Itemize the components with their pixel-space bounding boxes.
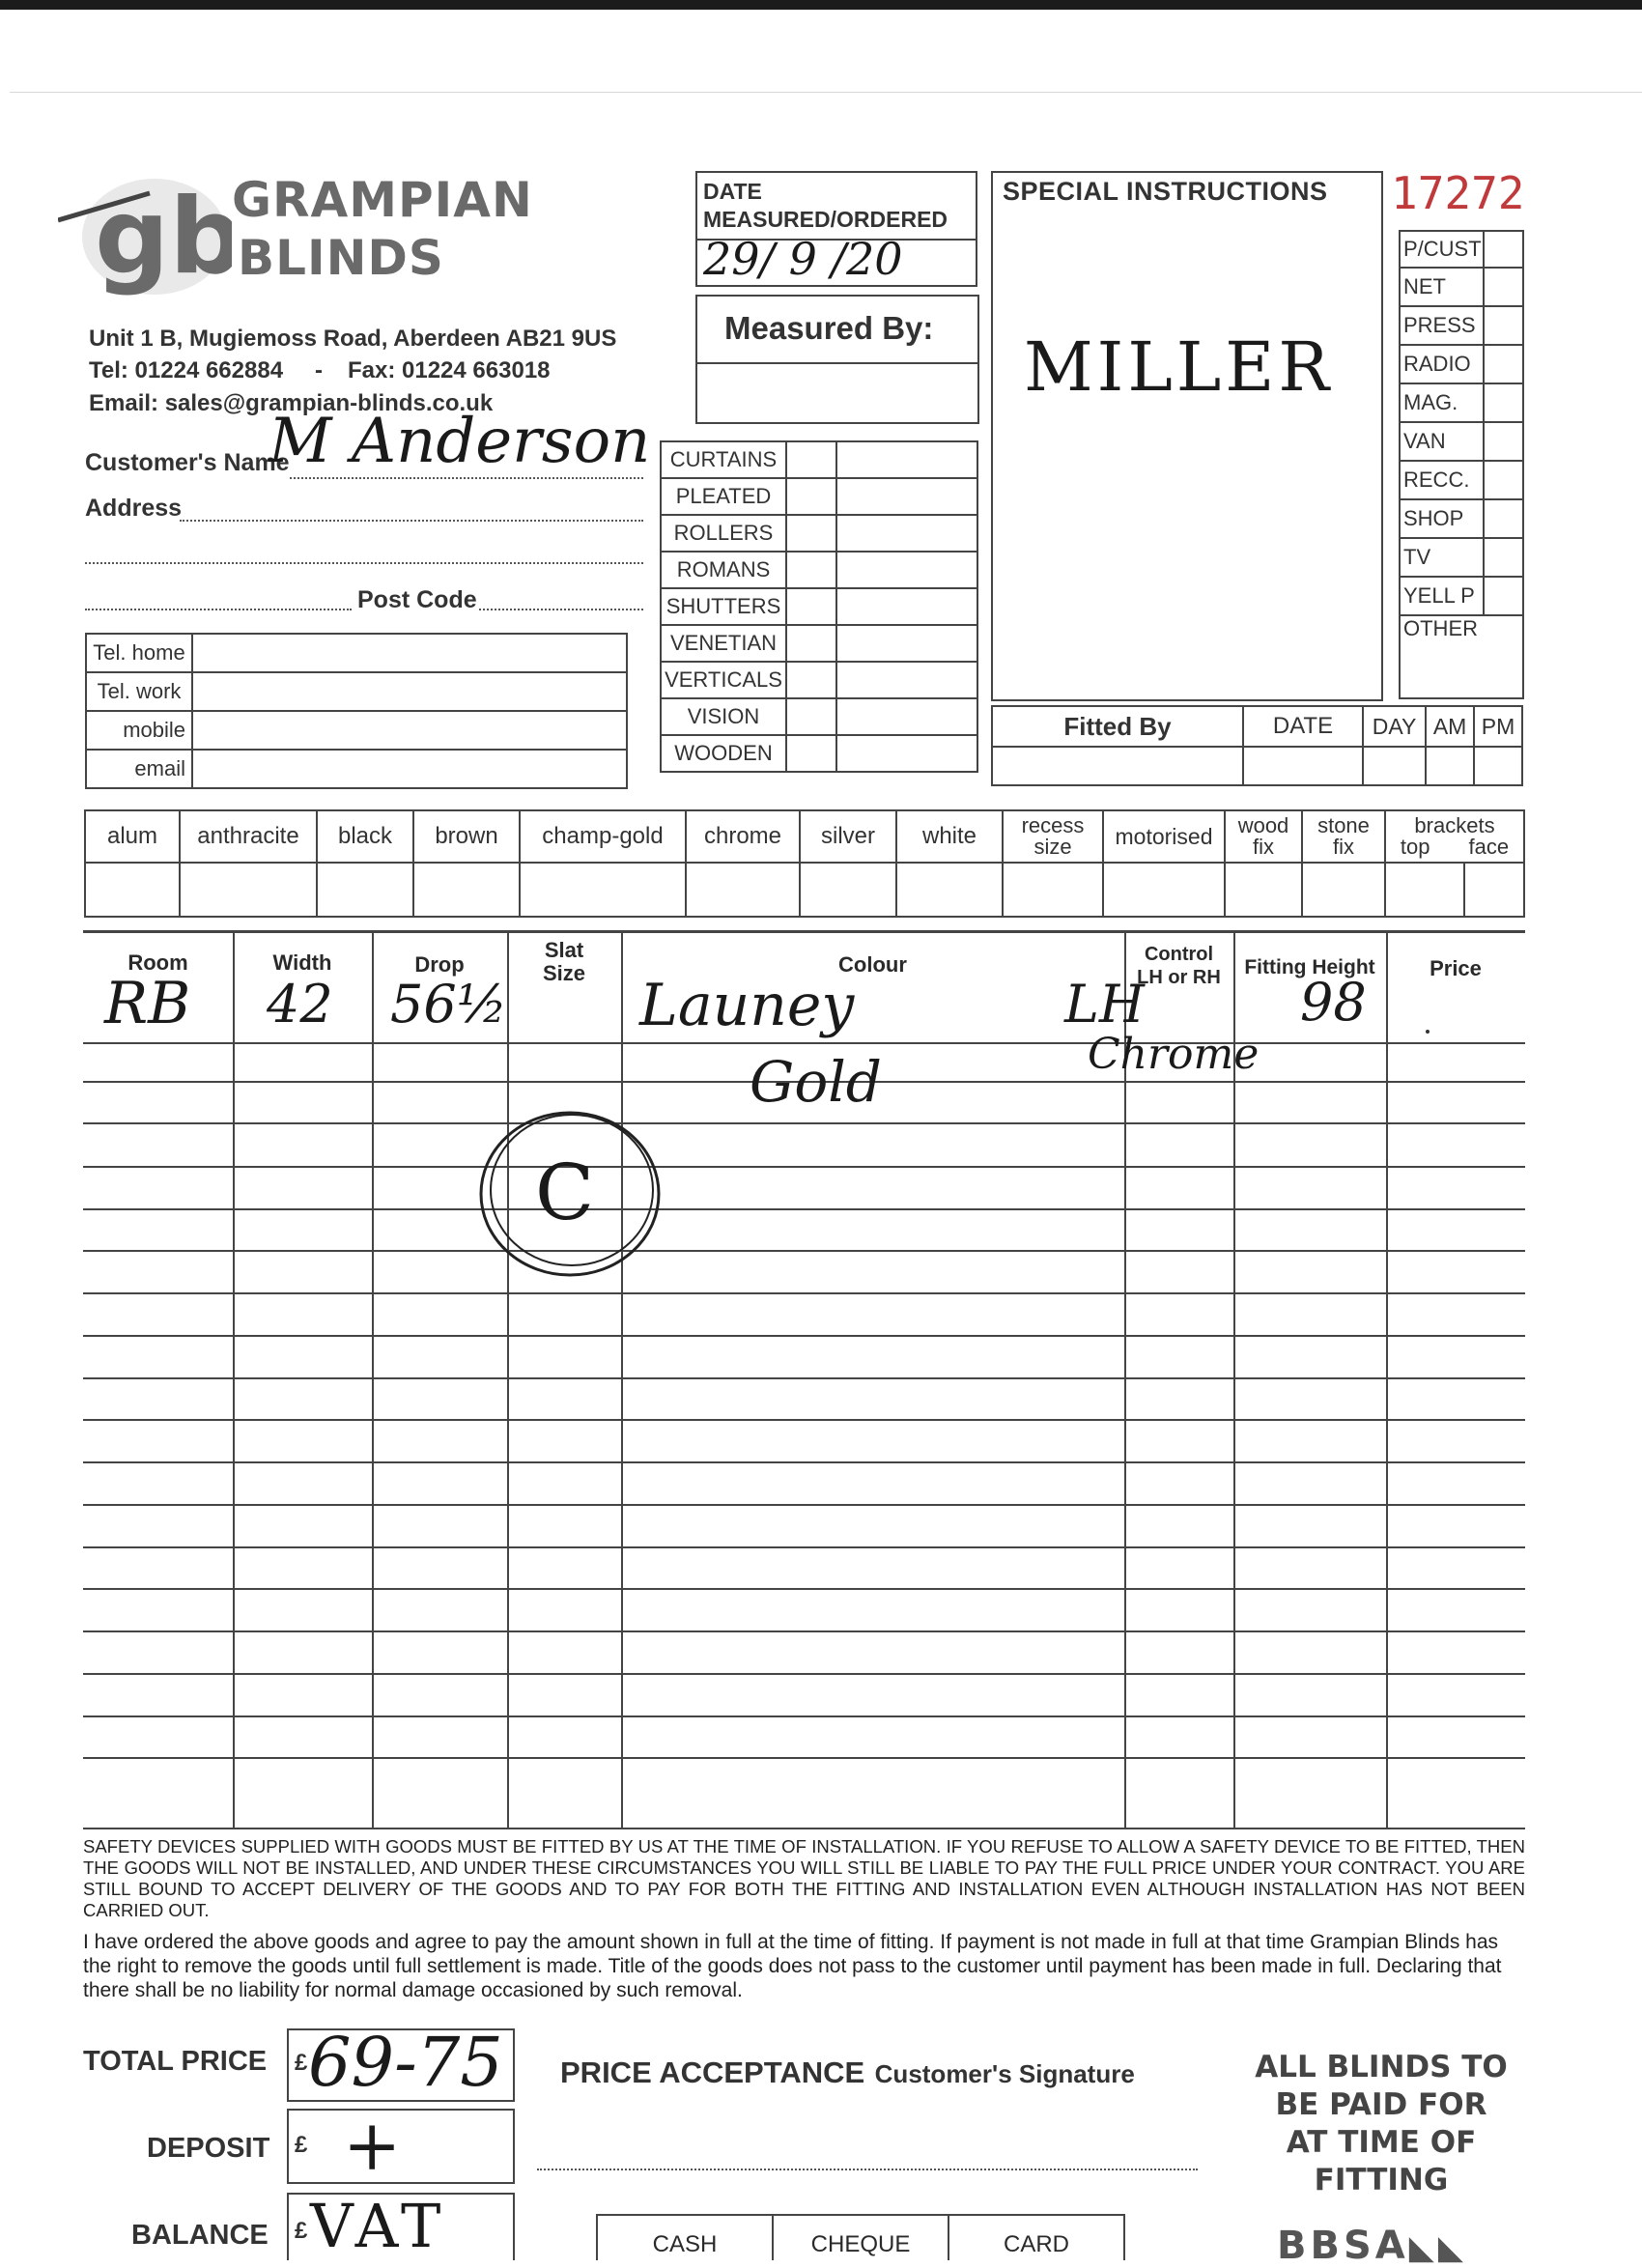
product-type-note[interactable] (836, 441, 977, 478)
contact-label: email (86, 750, 192, 788)
source-label: P/CUST (1400, 231, 1484, 268)
deposit-box[interactable] (287, 2105, 515, 2186)
product-type-label: PLEATED (661, 478, 786, 515)
product-type-qty[interactable] (786, 735, 836, 772)
header-price: Price (1430, 956, 1482, 980)
source-row (1400, 615, 1523, 698)
row-control-value[interactable]: LH (1064, 974, 1145, 1035)
order-row-line (83, 1166, 1525, 1168)
source-label: VAN (1400, 422, 1484, 461)
fitted-am-label: AM (1426, 706, 1474, 747)
deposit-value[interactable]: + (343, 2105, 402, 2186)
product-type-qty[interactable] (786, 478, 836, 515)
source-row (1400, 345, 1523, 383)
fitted-day-label: DAY (1363, 706, 1426, 747)
bbsa-logo (1277, 2224, 1467, 2268)
total-price-value[interactable]: 69-75 (308, 2023, 503, 2102)
fitted-by-label: Fitted By (992, 706, 1243, 747)
fitted-by-field[interactable] (992, 747, 1243, 785)
order-row-line (83, 1504, 1525, 1506)
order-row-line (83, 1461, 1525, 1463)
contact-table (85, 633, 628, 789)
brackets-face: face (1468, 835, 1510, 859)
product-type-row (661, 515, 977, 552)
address-line-3[interactable] (85, 609, 352, 610)
customer-name-value[interactable]: M Anderson (269, 406, 651, 477)
wood-line2: fix (1253, 835, 1274, 859)
payment-cash[interactable]: CASH (652, 2231, 718, 2257)
order-row-line (83, 1630, 1525, 1632)
header-width: Width (272, 950, 332, 975)
product-type-qty[interactable] (786, 588, 836, 625)
row-colour-value-line2[interactable]: Gold (750, 1049, 882, 1115)
order-number: 17272 (1391, 167, 1525, 219)
row-drop-value[interactable]: 56½ (390, 974, 508, 1035)
product-type-label: ROLLERS (661, 515, 786, 552)
price-acceptance-label: PRICE ACCEPTANCE (560, 2055, 865, 2089)
source-label: OTHER (1400, 615, 1523, 698)
tel-fax-separator: - (315, 357, 323, 383)
order-col-divider (1386, 933, 1388, 1828)
address-line-2[interactable] (85, 562, 643, 564)
finish-colour-white: white (896, 810, 1003, 863)
product-type-qty[interactable] (786, 441, 836, 478)
contact-field[interactable] (192, 750, 627, 788)
source-row (1400, 538, 1523, 577)
source-row (1400, 306, 1523, 345)
product-type-row (661, 441, 977, 478)
company-fax: Fax: 01224 663018 (348, 357, 551, 383)
brackets-top: top (1400, 835, 1430, 859)
product-type-qty[interactable] (786, 662, 836, 698)
order-row-line (83, 1377, 1525, 1379)
fitted-by-header-row (992, 706, 1522, 747)
recess-size-label (1003, 810, 1103, 863)
order-row-line (83, 1042, 1525, 1044)
brackets-title: brackets (1414, 813, 1495, 837)
finish-check[interactable] (180, 863, 317, 917)
product-type-row (661, 698, 977, 735)
product-type-qty[interactable] (786, 698, 836, 735)
company-name-line1: GRAMPIAN (232, 172, 533, 228)
source-label: TV (1400, 538, 1484, 577)
wood-fix-label (1225, 810, 1302, 863)
balance-label: BALANCE (131, 2220, 269, 2251)
source-label: PRESS (1400, 306, 1484, 345)
header-room: Room (127, 950, 188, 975)
source-check[interactable] (1484, 306, 1523, 345)
address-line-1[interactable] (180, 520, 643, 522)
signature-line[interactable] (537, 2169, 1198, 2170)
finish-colour-silver: silver (800, 810, 896, 863)
bbsa-logo-text: BBSA (1277, 2224, 1409, 2268)
order-row-line (83, 1757, 1525, 1759)
company-email: Email: sales@grampian-blinds.co.uk (89, 390, 494, 416)
finish-colour-chrome: chrome (686, 810, 800, 863)
row-fitting-height-value[interactable]: 98 (1300, 972, 1367, 1033)
fitted-by-entry-row (992, 747, 1522, 785)
source-check[interactable] (1484, 383, 1523, 422)
total-price-box[interactable] (287, 2023, 515, 2102)
date-label-line1: DATE (703, 179, 762, 204)
company-logo (58, 164, 232, 309)
recess-line1: recess (1021, 813, 1085, 837)
order-col-divider (621, 933, 623, 1828)
finish-check[interactable] (1225, 863, 1302, 917)
payment-notice (1236, 2049, 1526, 2199)
order-row-line (83, 1715, 1525, 1717)
deposit-label: DEPOSIT (147, 2133, 270, 2164)
finish-check[interactable] (1003, 863, 1103, 917)
product-type-label: VENETIAN (661, 625, 786, 662)
source-label: RECC. (1400, 461, 1484, 499)
motorised-label: motorised (1103, 810, 1225, 863)
row-room-value[interactable]: RB (104, 970, 191, 1037)
fitted-date-label: DATE (1243, 706, 1363, 747)
product-type-note[interactable] (836, 478, 977, 515)
order-row-line (83, 1335, 1525, 1337)
header-drop: Drop (414, 952, 465, 977)
row-price-dot (1426, 1030, 1430, 1034)
header-colour: Colour (838, 952, 907, 977)
postcode-line[interactable] (479, 609, 643, 610)
circled-c-mark (477, 1107, 663, 1281)
finish-colour-brown: brown (413, 810, 520, 863)
brackets-label (1385, 810, 1524, 863)
control-line1: Control (1144, 944, 1214, 965)
balance-currency: £ (295, 2218, 308, 2244)
scan-top-edge (0, 0, 1642, 10)
postcode-label: Post Code (357, 586, 477, 613)
source-check[interactable] (1484, 461, 1523, 499)
wood-line1: wood (1237, 813, 1289, 837)
row-colour-value-line1[interactable]: Launey (639, 972, 855, 1039)
finish-check[interactable] (896, 863, 1003, 917)
circled-letter: C (535, 1148, 595, 1237)
notice-line3: AT TIME OF (1286, 2125, 1477, 2160)
finish-check[interactable] (686, 863, 800, 917)
source-row (1400, 422, 1523, 461)
source-check[interactable] (1484, 268, 1523, 306)
finish-check[interactable] (317, 863, 413, 917)
agreement-text: I have ordered the above goods and agree to pay the amount shown in full at the time of fitting. If payment is not made in full at that time Grampian Blinds has the right to remove the goods until full settlement is made. Title of the goods does not pass to the customer until payment has been made in full. Declaring that there shall be no liability for normal damage occasioned by such removal. (83, 1931, 1502, 2001)
order-col-divider (507, 933, 509, 1828)
product-type-table (660, 440, 978, 773)
stone-fix-label (1302, 810, 1385, 863)
contact-label: Tel. work (86, 672, 192, 711)
order-row-line (83, 1546, 1525, 1548)
source-row (1400, 268, 1523, 306)
brackets-top-check[interactable] (1385, 863, 1464, 917)
contact-row (86, 672, 627, 711)
product-type-row (661, 735, 977, 772)
product-type-label: CURTAINS (661, 441, 786, 478)
contact-field[interactable] (192, 672, 627, 711)
source-check[interactable] (1484, 538, 1523, 577)
measured-by-field[interactable] (697, 364, 977, 420)
address-label: Address (85, 495, 183, 522)
product-type-label: VISION (661, 698, 786, 735)
deposit-currency: £ (295, 2132, 308, 2158)
order-row-line (83, 1673, 1525, 1675)
customer-name-label: Customer's Name (85, 449, 290, 476)
special-instructions-label: SPECIAL INSTRUCTIONS (1003, 177, 1328, 206)
contact-row (86, 711, 627, 750)
measured-by-box (695, 295, 979, 424)
finish-check[interactable] (800, 863, 896, 917)
company-name-line2: BLINDS (238, 230, 444, 286)
order-row-line (83, 1588, 1525, 1590)
company-address: Unit 1 B, Mugiemoss Road, Aberdeen AB21 9US (89, 326, 617, 352)
total-price-label: TOTAL PRICE (83, 2046, 268, 2077)
finish-check[interactable] (413, 863, 520, 917)
control-line2: LH or RH (1137, 967, 1221, 988)
finish-check[interactable] (520, 863, 686, 917)
source-label: RADIO (1400, 345, 1484, 383)
product-type-note[interactable] (836, 552, 977, 588)
finish-check[interactable] (1302, 863, 1385, 917)
source-check[interactable] (1484, 499, 1523, 538)
fitted-by-table (991, 705, 1523, 786)
recess-line2: size (1033, 835, 1072, 859)
stone-line2: fix (1333, 835, 1354, 859)
gb-logo-mark-icon (58, 164, 232, 309)
order-row-line (83, 1419, 1525, 1421)
source-row (1400, 461, 1523, 499)
safety-notice: SAFETY DEVICES SUPPLIED WITH GOODS MUST BE FITTED BY US AT THE TIME OF INSTALLATION. IF YOU REFUSE TO ALLOW A SAFETY DEVICE TO BE FITTED, THEN THE GOODS WILL NOT BE INSTALLED, AND UNDER THESE CIRCUMSTANCES YOU WILL STILL BE LIABLE TO PAY THE FULL PRICE UNDER YOUR CONTRACT. YOU ARE STILL BOUND TO ACCEPT DELIVERY OF THE GOODS AND TO PAY FOR BOTH THE FITTING AND INSTALLATION EVEN ALTHOUGH INSTALLATION HAS NOT BEEN CARRIED OUT. (83, 1836, 1525, 1920)
source-label: SHOP (1400, 499, 1484, 538)
balance-box[interactable] (287, 2193, 515, 2260)
source-label: MAG. (1400, 383, 1484, 422)
balance-value[interactable]: VAT (310, 2191, 447, 2261)
total-currency: £ (295, 2050, 308, 2076)
product-type-qty[interactable] (786, 625, 836, 662)
product-type-row (661, 625, 977, 662)
product-type-qty[interactable] (786, 552, 836, 588)
order-table (83, 930, 1525, 1829)
product-type-label: WOODEN (661, 735, 786, 772)
product-type-note[interactable] (836, 515, 977, 552)
contact-field[interactable] (192, 634, 627, 672)
date-value[interactable]: 29/ 9 /20 (703, 233, 903, 285)
source-row (1400, 231, 1523, 268)
product-type-note[interactable] (836, 662, 977, 698)
source-row (1400, 383, 1523, 422)
source-check[interactable] (1484, 422, 1523, 461)
special-instructions-box[interactable] (991, 171, 1383, 701)
header-fitting-height: Fitting Height (1244, 956, 1375, 978)
contact-row (86, 634, 627, 672)
fitted-pm-field[interactable] (1474, 747, 1522, 785)
product-type-note[interactable] (836, 698, 977, 735)
product-type-note[interactable] (836, 625, 977, 662)
signature-label: Customer's Signature (874, 2059, 1135, 2088)
row-width-value[interactable]: 42 (267, 974, 333, 1035)
finish-colour-alum: alum (85, 810, 180, 863)
contact-field[interactable] (192, 711, 627, 750)
source-row (1400, 499, 1523, 538)
customer-name-line (290, 477, 643, 479)
fitted-date-field[interactable] (1243, 747, 1363, 785)
stone-line1: stone (1317, 813, 1370, 837)
slat-line1: Slat (544, 938, 584, 962)
product-type-label: VERTICALS (661, 662, 786, 698)
product-type-row (661, 478, 977, 515)
price-acceptance (560, 2055, 1135, 2090)
product-type-row (661, 552, 977, 588)
notice-line2: BE PAID FOR (1275, 2087, 1487, 2122)
logo-mark-text: gb (95, 177, 232, 298)
order-row-line (83, 1250, 1525, 1252)
bbsa-mark-icon: ◣◣ (1408, 2228, 1468, 2267)
brackets-face-check[interactable] (1464, 863, 1524, 917)
source-check[interactable] (1484, 231, 1523, 268)
company-tel: Tel: 01224 662884 (89, 357, 284, 383)
order-row-line (83, 1208, 1525, 1210)
finish-check[interactable] (1103, 863, 1225, 917)
payment-card[interactable]: CARD (1003, 2231, 1069, 2257)
row-control-note[interactable]: Chrome (1088, 1030, 1260, 1079)
product-type-qty[interactable] (786, 515, 836, 552)
product-type-row (661, 662, 977, 698)
finish-options-header (85, 810, 1524, 863)
date-measured-box (695, 171, 977, 287)
product-type-label: SHUTTERS (661, 588, 786, 625)
payment-cheque[interactable]: CHEQUE (810, 2231, 911, 2257)
finish-colour-black: black (317, 810, 413, 863)
fitted-day-field[interactable] (1363, 747, 1426, 785)
product-type-note[interactable] (836, 588, 977, 625)
source-label: YELL P (1400, 577, 1484, 615)
date-label-line2: MEASURED/ORDERED (703, 207, 948, 232)
finish-check[interactable] (85, 863, 180, 917)
circle-scribble-icon (477, 1107, 663, 1281)
product-type-note[interactable] (836, 735, 977, 772)
source-row (1400, 577, 1523, 615)
finish-options-entry-row (85, 863, 1524, 917)
order-row-line (83, 1292, 1525, 1294)
notice-line4: FITTING (1314, 2163, 1449, 2197)
contact-label: Tel. home (86, 634, 192, 672)
measured-by-label: Measured By: (724, 310, 934, 346)
notice-line1: ALL BLINDS TO (1255, 2050, 1508, 2084)
finish-options-table (84, 809, 1525, 918)
source-label: NET (1400, 268, 1484, 306)
header-slat-size (507, 939, 621, 985)
order-col-divider (372, 933, 374, 1828)
finish-colour-champ-gold: champ-gold (520, 810, 686, 863)
finish-colour-anthracite: anthracite (180, 810, 317, 863)
source-check[interactable] (1484, 577, 1523, 615)
fitted-am-field[interactable] (1426, 747, 1474, 785)
order-col-divider (233, 933, 235, 1828)
product-type-row (661, 588, 977, 625)
contact-row (86, 750, 627, 788)
product-type-label: ROMANS (661, 552, 786, 588)
slat-line2: Size (542, 961, 586, 985)
source-table (1399, 230, 1524, 699)
order-row-line (83, 1122, 1525, 1124)
fitted-pm-label: PM (1474, 706, 1522, 747)
special-instructions-value[interactable]: MILLER (1024, 327, 1334, 407)
source-check[interactable] (1484, 345, 1523, 383)
contact-label: mobile (86, 711, 192, 750)
payment-method-row (596, 2214, 1125, 2260)
